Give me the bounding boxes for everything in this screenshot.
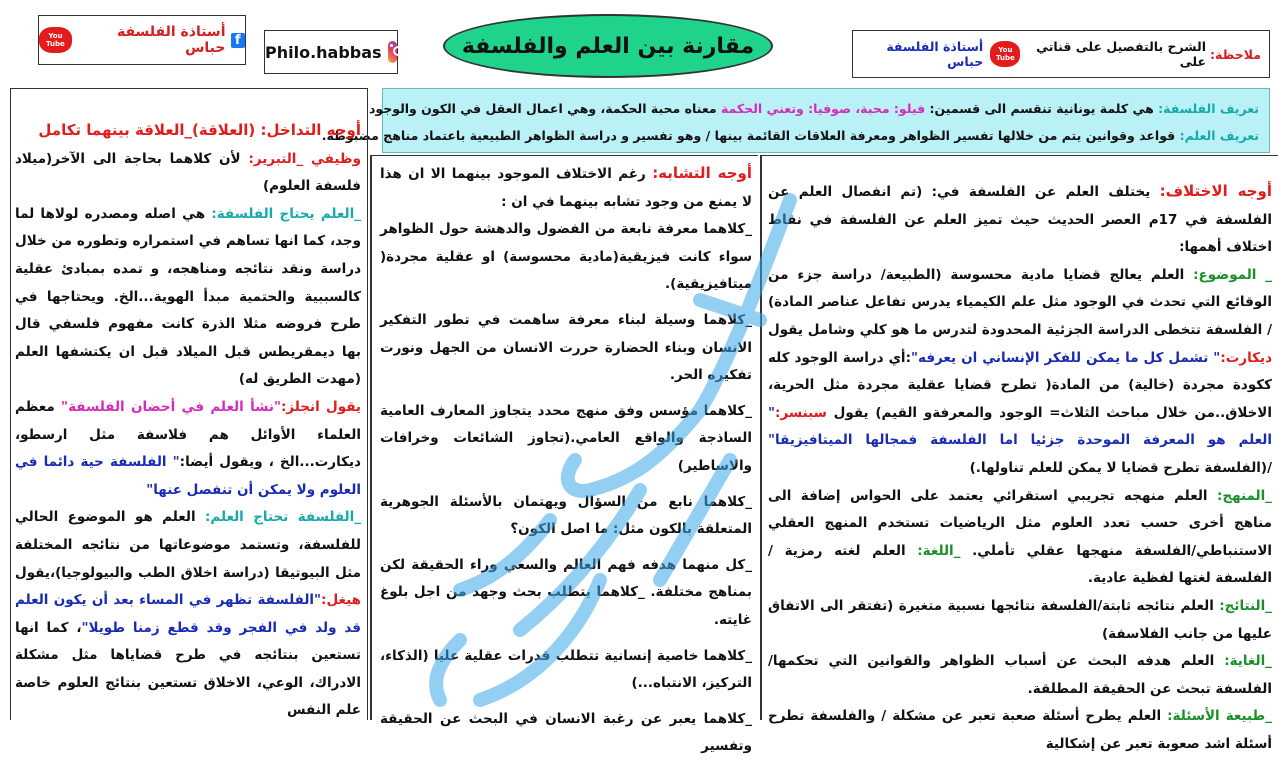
note-text: الشرح بالتفصيل على قناتي على (1036, 39, 1206, 69)
similarity-item: _كل منهما هدفه فهم العالم والسعي وراء الحقيقة لكن بمناهج مختلفة. _كلاهما يتطلب بحث وجهد من اجل بلوغ غايته. (380, 556, 752, 628)
note-box (852, 30, 1270, 78)
instagram-handle: Philo.habbas (265, 42, 382, 62)
page-title: مقارنة بين العلم والفلسفة (461, 33, 755, 59)
science-definition: تعريف العلم: قواعد وقوانين يتم من خلالها تفسير الظواهر ومعرفة العلاقات القائمة بينها / وهو تفسير و دراسة الظواهر الطبيعية باعتماد مناهج مضبوطة. (321, 128, 1259, 143)
channel-badge[interactable] (38, 15, 246, 65)
similarity-item: _كلاهما وسيلة لبناء معرفة ساهمت في تطور التفكير الانسان وبناء الحضارة حررت الانسان من الجهل ونورت تفكيره الحر. (380, 311, 752, 384)
youtube-icon: You Tube (990, 41, 1020, 67)
instagram-icon (388, 41, 397, 63)
page-title-oval (443, 14, 773, 78)
science-needs-philosophy: _العلم يحتاج الفلسفة: هي اصله ومصدره لولاها لما وجد، كما انها تساهم في استمراره وتطوره من خلال دراسة ونقد نتائجه ومناهجه، و تمده بمبادئ عقلية كالسببية والحتمية مبدأ الهوية...الخ. ويحتاجها في طرح فروضه مثلا الذرة كانت مفهوم فلسفي قال بها ديمقريطس قبل الميلاد قبل ان يكتشفها العلم (مهدت الطريق له) (15, 205, 361, 388)
philosophy-needs-science: _الفلسفة تحتاج العلم: العلم هو الموضوع الحالي للفلسفة، وتستمد موضوعاتها من نتائجه المختلفة مثل البيوتيقا (دراسة اخلاق الطب والبيولوجيا)،يقول هيغل:"الفلسفة تظهر في المساء بعد أن يكون العلم قد ولد في الفجر وقد قطع زمنا طويلا"، كما انها تستعين بنتائجه في طرح قضاياها مثل مشكلة الادراك، الوعي، الاخلاق تستعين بنتائج العلوم خاصة علم النفس (15, 509, 362, 719)
relationship-column (10, 88, 368, 720)
similarity-item: _كلاهما يعبر عن رغبة الانسان في البحث عن الحقيقة وتفسير (380, 710, 752, 755)
instagram-badge[interactable] (264, 30, 398, 74)
similarity-item: _كلاهما خاصية إنسانية تتطلب قدرات عقلية عليا (الذكاء، التركيز، الانتباه...) (380, 647, 752, 692)
relationship-heading: أوجه التداخل: (العلاقة)_العلاقة بينهما تكامل (38, 121, 361, 139)
difference-method: _المنهج: العلم منهجه تجريبي استقرائي يعتمد على الحواس إضافة الى مناهج أخرى حسب تعدد العلوم مثل الرياضيات تستخدم المنهج العقلي الاستنباطي/الفلسفة منهجها عقلي تأملي. _اللغة: العلم لغته رمزية / الفلسفة لغتها لفظية عادية. (768, 487, 1272, 587)
similarity-item: _كلاهما مؤسس وفق منهج محدد يتجاوز المعارف العامية الساذجة والواقع العامي.(تجاوز الشائعات وخرافات والاساطير) (380, 402, 752, 474)
definitions-box (321, 88, 1270, 153)
note-label: ملاحظة: (1210, 46, 1261, 62)
similarity-item: _كلاهما نابع من السؤال ويهتمان بالأسئلة الجوهرية المتعلقة بالكون مثل: ما اصل الكون؟ (380, 493, 752, 538)
relationship-functional: وظيفي _التبرير: لأن كلاهما بحاجة الى الآخر(ميلاد فلسفة العلوم) (15, 150, 361, 195)
difference-questions: _طبيعة الأسئلة: العلم يطرح أسئلة صعبة تعبر عن مشكلة / والفلسفة تطرح أسئلة اشد صعوبة تعبر عن إشكالية (768, 708, 1272, 752)
difference-goal: _الغاية: العلم هدفه البحث عن أسباب الظواهر والقوانين التي تحكمها/ الفلسفة تبحث عن الحقيقة المطلقة. (768, 653, 1272, 697)
philosophy-definition: تعريف الفلسفة: هي كلمة يونانية تنقسم الى قسمين: فيلو: محبة، صوفيا: وتعني الحكمة معناه محبة الحكمة، وهي اعمال العقل في الكون والوجود (368, 101, 1259, 116)
similarity-item: _كلاهما معرفة نابعة من الفضول والدهشة حول الظواهر سواء كانت فيزيقية(مادية محسوسة) او عقلية مجردة( ميتافيزيقية). (380, 221, 752, 293)
similarities-column (370, 155, 758, 755)
similarities-intro: أوجه التشابه: رغم الاختلاف الموجود بينهما الا ان هذا لا يمنع من وجود تشابه بينهما في ان : (380, 164, 752, 210)
difference-subject: _ الموضوع: العلم يعالج قضايا مادية محسوسة (الطبيعة/ دراسة جزء من الوقائع التي تحدث في الوجود مثل علم الكيمياء يدرس تفاعل عناصر المادة) / الفلسفة تتخطى الدراسة الجزئية المحدودة لتدرس ما هو كلي وشامل يقول ديكارت:" تشمل كل ما يمكن للفكر الإنساني ان يعرفه":أي دراسة الوجود كله ككودة مجردة (خالية) من المادة( تطرح قضايا عقلية مجردة مثل الحرية، الاخلاق..من خلال مباحث الثلاث= الوجود والمعرفةو القيم) يقول سبنسر:" العلم هو المعرفة الموحدة جزئيا اما الفلسفة فمجالها الميتافيزيقا" /(الفلسفة تطرح قضايا لا يمكن للعلم تناولها.) (768, 266, 1272, 476)
differences-intro: أوجه الاختلاف: يختلف العلم عن الفلسفة في: (تم انفصال العلم عن الفلسفة في 17م العصر الحديث حيث تميز العلم عن الفلسفة في نقاط اختلاف أهمها: (768, 182, 1273, 256)
differences-column (760, 155, 1278, 752)
youtube-icon: You Tube (39, 27, 72, 53)
facebook-icon: f (231, 33, 246, 48)
note-channel: أستاذة الفلسفة حباس (886, 39, 984, 69)
difference-results: _النتائج: العلم نتائجه ثابتة/الفلسفة نتائجها نسبية متغيرة (تفتقر الى الاتفاق عليها من جانب الفلاسفة) (768, 597, 1272, 642)
engels-quote: يقول انجلز:"نشأ العلم في أحضان الفلسفة" معظم العلماء الأوائل هم فلاسفة مثل ارسطو، ديكارت...الخ ، ويقول أيضا:" الفلسفة حية دائما في العلوم ولا يمكن أن تنفصل عنها" (15, 398, 361, 498)
channel-name: أستاذة الفلسفة حباس (116, 24, 226, 56)
